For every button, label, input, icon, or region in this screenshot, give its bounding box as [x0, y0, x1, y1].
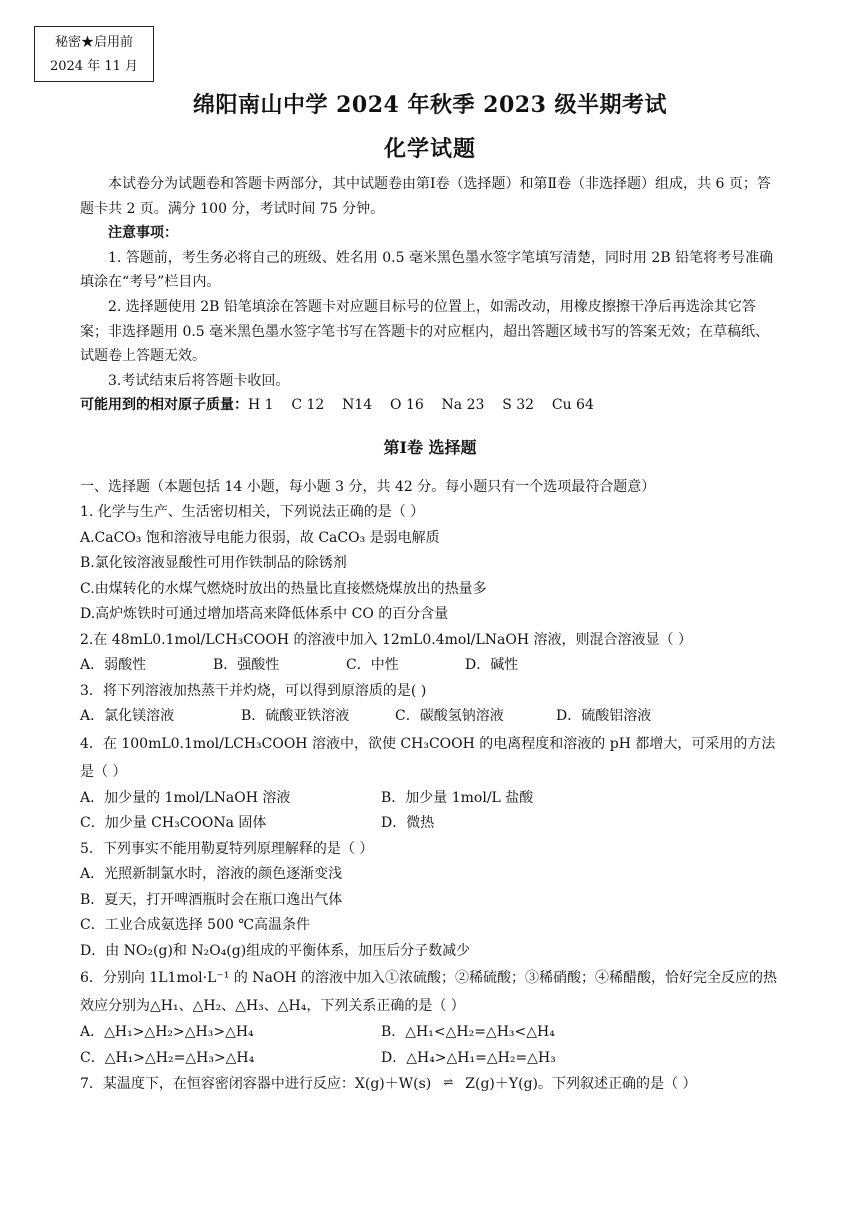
q6-options-row-2	[80, 1046, 780, 1072]
q4-option-a: A．加少量的 1mol/LNaOH 溶液	[80, 789, 291, 806]
equilibrium-arrow-icon: ⇌	[443, 1075, 454, 1090]
q6-option-a: A．△H₁>△H₂>△H₃>△H₄	[80, 1024, 254, 1041]
q7-stem	[80, 1071, 780, 1097]
q1-option-b: B.氯化铵溶液显酸性可用作铁制品的除锈剂	[80, 555, 347, 572]
atomic-mass-line	[80, 393, 780, 418]
q3-stem: 3．将下列溶液加热蒸干并灼烧，可以得到原溶质的是( )	[80, 682, 427, 699]
q5-option-a: A．光照新制氯水时，溶液的颜色逐渐变浅	[80, 866, 343, 883]
atomic-mass-label: 可能用到的相对原子质量：	[80, 397, 248, 414]
q3-option-c: C．碳酸氢钠溶液	[395, 708, 504, 725]
q5-option-d: D．由 NO₂(g)和 N₂O₄(g)组成的平衡体系，加压后分子数减少	[80, 942, 471, 959]
q6-option-d: D．△H₄>△H₁=△H₂=△H₃	[381, 1049, 556, 1066]
q2-options	[80, 653, 780, 679]
q5-option-b: B．夏天，打开啤酒瓶时会在瓶口逸出气体	[80, 891, 343, 908]
q2-option-b: B．强酸性	[213, 657, 280, 674]
q4-option-c: C．加少量 CH₃COONa 固体	[80, 815, 267, 832]
q1-option-c: C.由煤转化的水煤气燃烧时放出的热量比直接燃烧煤放出的热量多	[80, 580, 487, 597]
intro-paragraph: 本试卷分为试题卷和答题卡两部分，其中试题卷由第Ⅰ卷（选择题）和第Ⅱ卷（非选择题）组成，共 6 页；答题卡共 2 页。满分 100 分，考试时间 75 分钟。	[80, 176, 771, 217]
q6-options-row-1	[80, 1020, 780, 1046]
q4-options-row-1	[80, 786, 780, 812]
q1-stem: 1. 化学与生产、生活密切相关，下列说法正确的是（ ）	[80, 504, 425, 521]
q4-option-b: B．加少量 1mol/L 盐酸	[381, 789, 534, 806]
q2-option-d: D．碱性	[465, 657, 519, 674]
q2-option-a: A．弱酸性	[80, 657, 147, 674]
q2-stem: 2.在 48mL0.1mol/LCH₃COOH 的溶液中加入 12mL0.4mol/LNaOH 溶液，则混合溶液显（ ）	[80, 631, 692, 648]
note-3: 3.考试结束后将答题卡收回。	[108, 372, 290, 389]
atomic-mass-values: H 1 C 12 N14 O 16 Na 23 S 32 Cu 64	[248, 397, 594, 414]
q5-stem: 5．下列事实不能用勒夏特列原理解释的是（ ）	[80, 840, 374, 857]
q1-option-a: A.CaCO₃ 饱和溶液导电能力很弱，故 CaCO₃ 是弱电解质	[80, 529, 440, 546]
exam-subtitle: 化学试题	[383, 136, 476, 162]
q6-stem: 6．分别向 1L1mol·L⁻¹ 的 NaOH 的溶液中加入①浓硫酸；②稀硫酸；③稀硝酸；④稀醋酸，恰好完全反应的热效应分别为△H₁、△H₂、△H₃、△H₄，下列关系正确的是（ ）	[80, 970, 778, 1015]
section-title: 第Ⅰ卷 选择题	[383, 437, 477, 457]
note-2: 2. 选择题使用 2B 铅笔填涂在答题卡对应题目标号的位置上，如需改动，用橡皮擦擦干净后再选涂其它答案；非选择题用 0.5 毫米黑色墨水签字笔书写在答题卡的对应框内，超出答题区域书写的答案无效；在草稿纸、试题卷上答题无效。	[80, 298, 770, 365]
exam-title: 绵阳南山中学 2024 年秋季 2023 级半期考试	[192, 92, 668, 118]
stamp-line-1: 秘密★启用前	[54, 35, 133, 50]
note-1: 1. 答题前，考生务必将自己的班级、姓名用 0.5 毫米黑色墨水签字笔填写清楚，同时用 2B 铅笔将考号准确填涂在“考号”栏目内。	[80, 249, 774, 291]
section-instructions: 一、选择题（本题包括 14 小题，每小题 3 分，共 42 分。每小题只有一个选项最符合题意）	[80, 478, 656, 495]
confidential-stamp	[34, 26, 154, 82]
q2-option-c: C．中性	[346, 657, 399, 674]
q4-stem: 4．在 100mL0.1mol/LCH₃COOH 溶液中，欲使 CH₃COOH 的电离程度和溶液的 pH 都增大，可采用的方法是（ ）	[80, 735, 776, 780]
notes-heading: 注意事项：	[108, 225, 178, 242]
q4-option-d: D．微热	[381, 815, 435, 832]
q6-option-c: C．△H₁>△H₂=△H₃>△H₄	[80, 1049, 255, 1066]
q6-option-b: B．△H₁<△H₂=△H₃<△H₄	[381, 1024, 555, 1041]
q3-option-a: A．氯化镁溶液	[80, 708, 175, 725]
q3-options	[80, 704, 780, 730]
q7-stem-part-1: 7．某温度下，在恒容密闭容器中进行反应：X(g)＋W(s)	[80, 1075, 432, 1092]
q3-option-d: D．硫酸铝溶液	[556, 708, 652, 725]
q4-options-row-2	[80, 811, 780, 837]
q1-option-d: D.高炉炼铁时可通过增加塔高来降低体系中 CO 的百分含量	[80, 606, 449, 623]
q7-stem-part-2: Z(g)＋Y(g)。下列叙述正确的是（ ）	[465, 1075, 697, 1092]
q5-option-c: C．工业合成氨选择 500 ℃高温条件	[80, 917, 310, 934]
stamp-line-2: 2024 年 11 月	[49, 59, 139, 74]
exam-body	[80, 172, 780, 1097]
q3-option-b: B．硫酸亚铁溶液	[241, 708, 350, 725]
